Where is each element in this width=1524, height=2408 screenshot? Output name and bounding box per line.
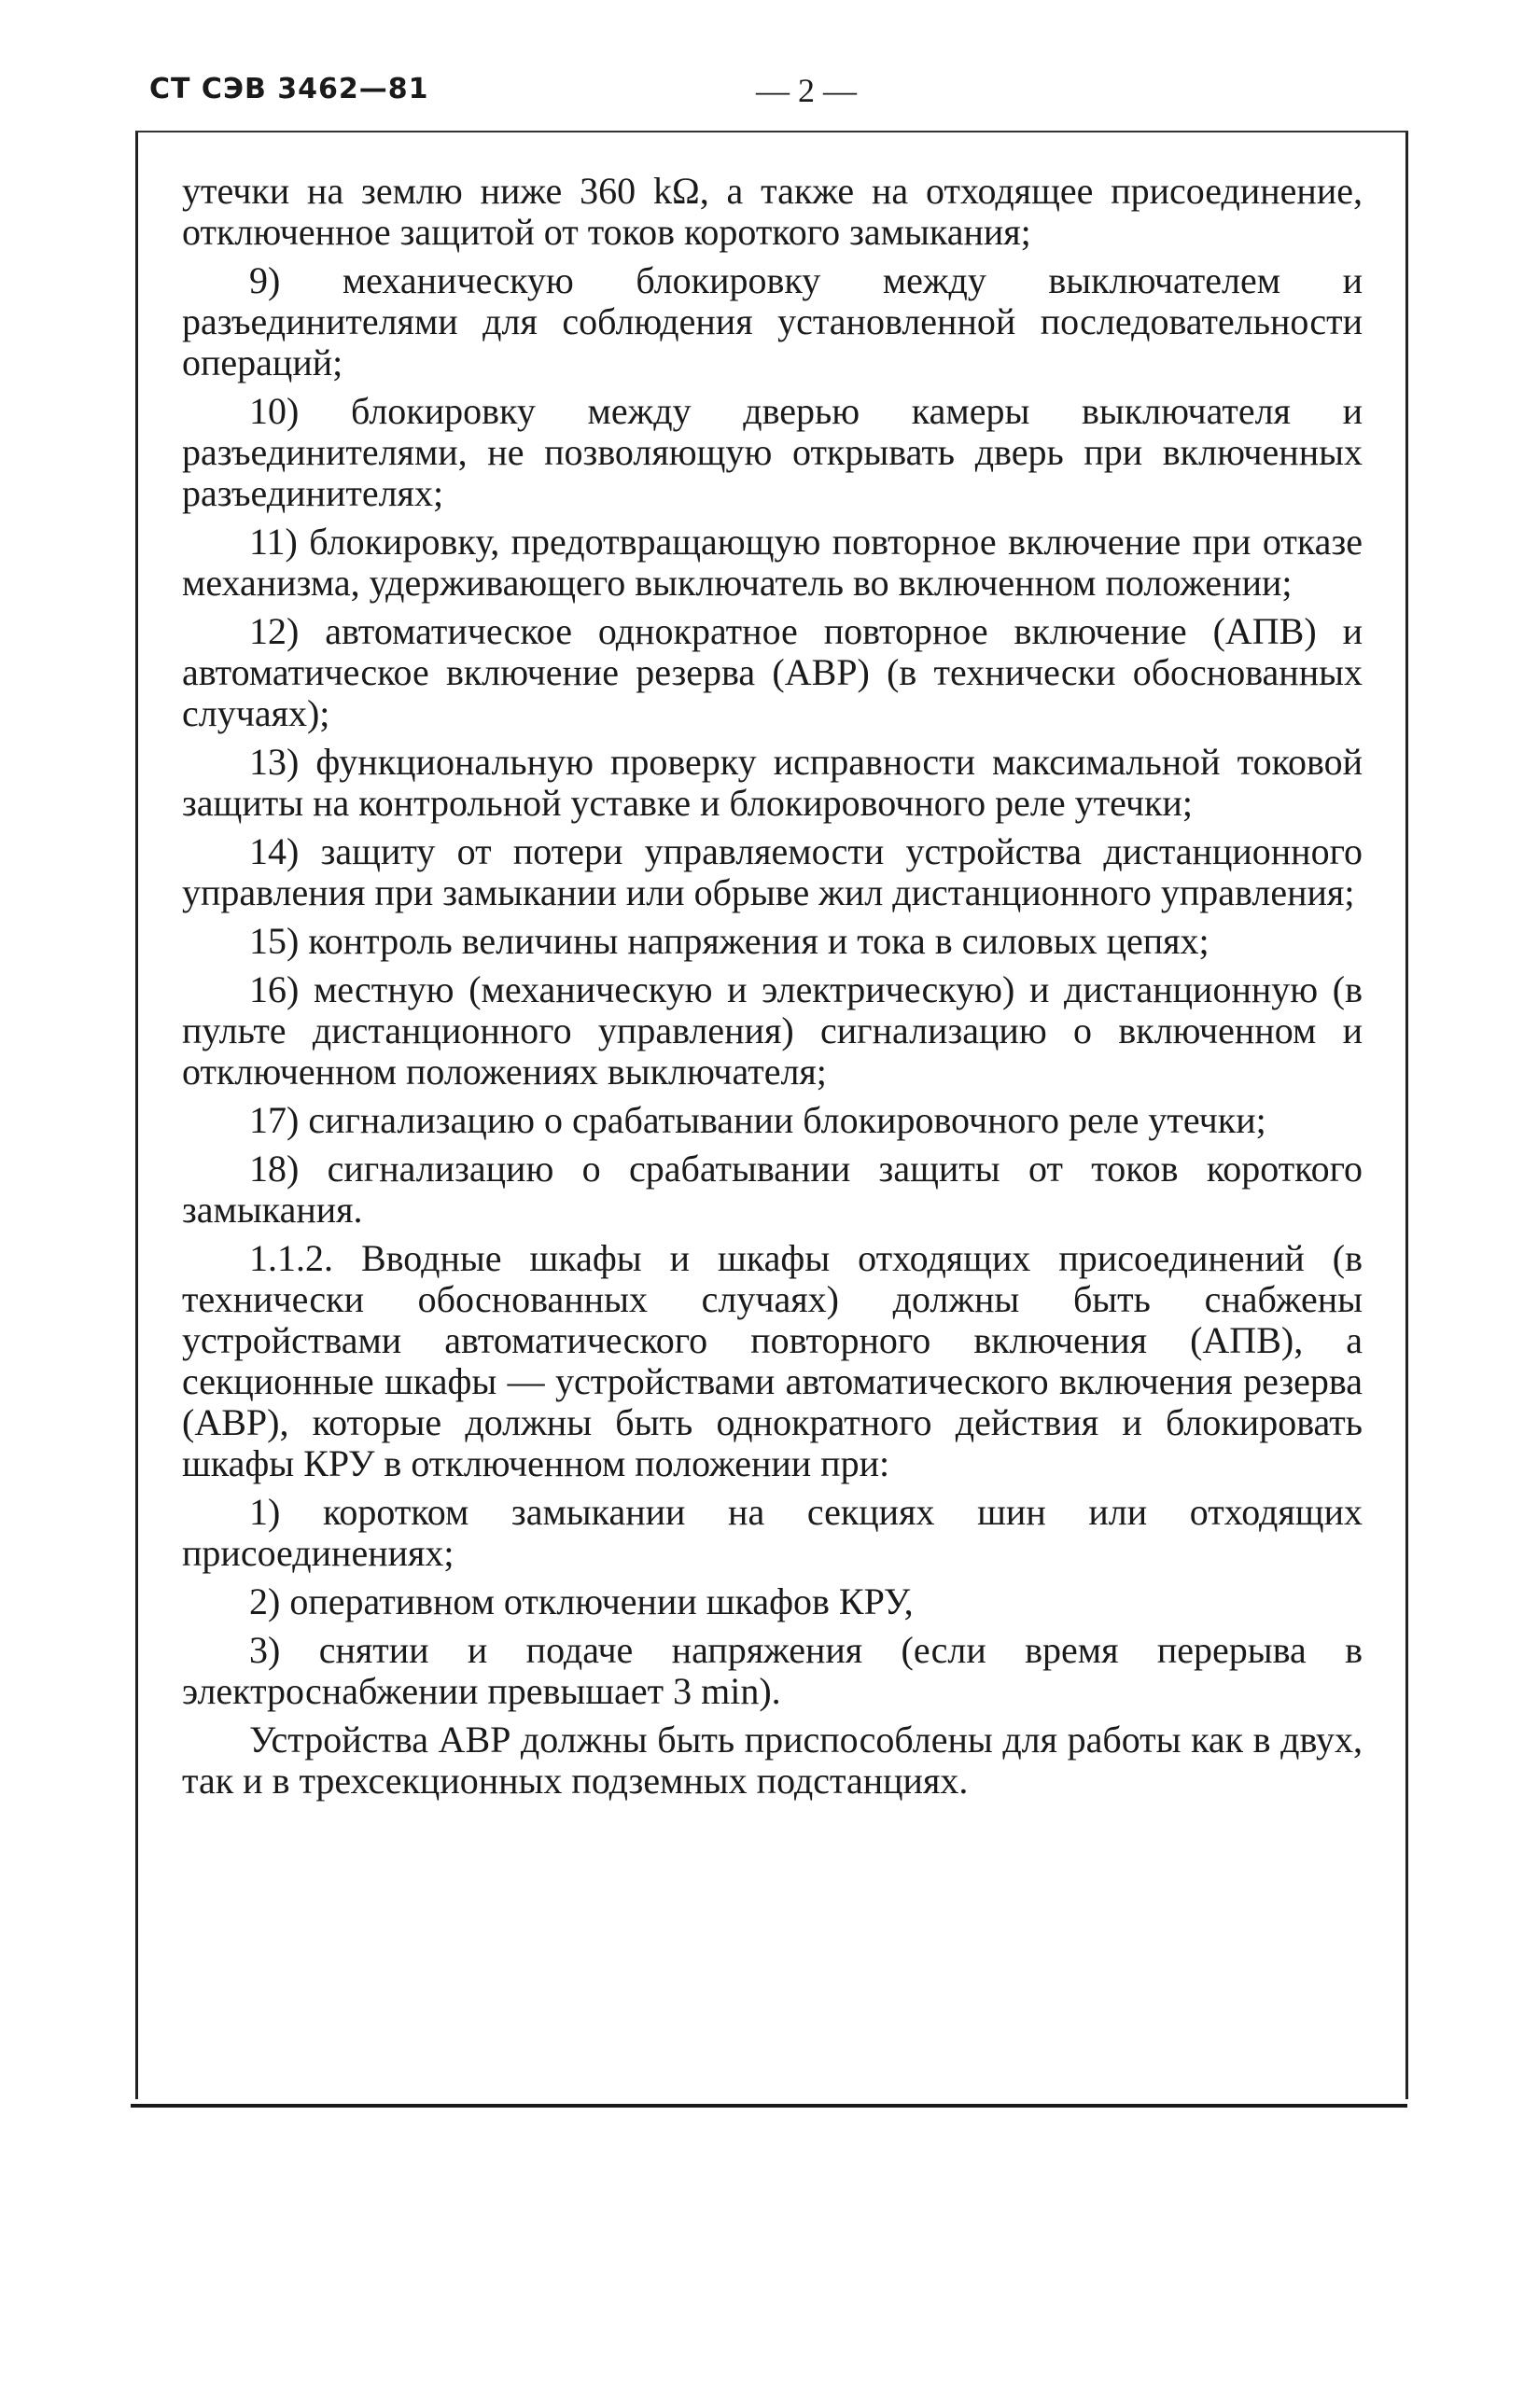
list-item-14: 14) защиту от потери управляемости устройства дистанционного управления при замыкании или обрыве жил дистанционного управления;: [182, 830, 1363, 913]
condition-item-3: 3) снятии и подаче напряжения (если время перерыва в электроснабжении превышает 3 min).: [182, 1629, 1363, 1712]
list-item-18: 18) сигнализацию о срабатывании защиты от токов короткого замыкания.: [182, 1148, 1363, 1231]
list-item-9: 9) механическую блокировку между выключателем и разъединителями для соблюдения установленной последовательности операций;: [182, 259, 1363, 383]
list-item-13: 13) функциональную проверку исправности максимальной токовой защиты на контрольной уставке и блокировочного реле утечки;: [182, 741, 1363, 824]
condition-item-2: 2) оперативном отключении шкафов КРУ,: [249, 1580, 914, 1622]
closing-paragraph: Устройства АВР должны быть приспособлены для работы как в двух, так и в трехсекционных подземных подстанциях.: [182, 1719, 1363, 1802]
page-header: [149, 73, 896, 119]
document-code: СТ СЭВ 3462—81: [149, 73, 429, 105]
section-1-1-2: 1.1.2. Вводные шкафы и шкафы отходящих присоединений (в технически обоснованных случаях) должны быть снабжены устройствами автоматического повторного включения (АПВ), а секционные шкафы — устройствами автоматического включения резерва (АВР), которые должны быть однократного действия и блокировать шкафы КРУ в отключенном положении при:: [182, 1237, 1363, 1484]
list-item-10: 10) блокировку между дверью камеры выключателя и разъединителями, не позволяющую открывать дверь при включенных разъединителях;: [182, 390, 1363, 514]
list-item-12: 12) автоматическое однократное повторное включение (АПВ) и автоматическое включение резерва (АВР) (в технически обоснованных случаях);: [182, 610, 1363, 734]
bottom-rule: [131, 2104, 1407, 2108]
page-number: — 2 —: [756, 72, 857, 109]
list-item-11: 11) блокировку, предотвращающую повторное включение при отказе механизма, удерживающего выключатель во включенном положении;: [182, 521, 1363, 604]
list-item-16: 16) местную (механическую и электрическую) и дистанционную (в пульте дистанционного управления) сигнализацию о включенном и отключенном положениях выключателя;: [182, 968, 1363, 1093]
condition-item-1: 1) коротком замыкании на секциях шин или отходящих присоединениях;: [182, 1491, 1363, 1574]
document-body: [182, 171, 1363, 1809]
list-item-15: 15) контроль величины напряжения и тока в силовых цепях;: [249, 920, 1209, 962]
paragraph-continuation: утечки на землю ниже 360 kΩ, а также на отходящее присоединение, отключенное защитой от токов короткого замыкания;: [182, 170, 1363, 253]
list-item-17: 17) сигнализацию о срабатывании блокировочного реле утечки;: [249, 1099, 1266, 1141]
